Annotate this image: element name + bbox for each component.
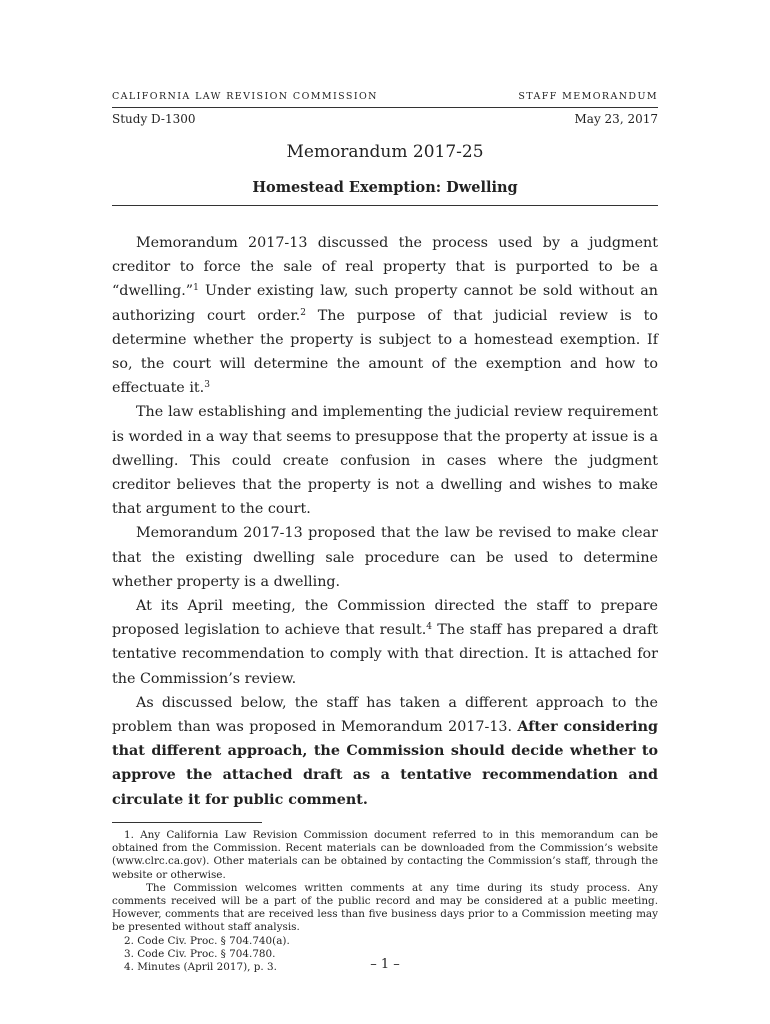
- footnote-1-continued: The Commission welcomes written comments at any time during its study process. Any comments received will be a part of the public record and may be considered at a public meeting. However, comments that are received less than five business days prior to a Commission meeting may be presented without staff analysis.: [112, 881, 658, 934]
- footnote-ref-3: 3: [204, 380, 210, 391]
- header-rule: [112, 107, 658, 108]
- footnote-4: 4. Minutes (April 2017), p. 3.: [124, 961, 277, 974]
- paragraph-5: As discussed below, the staff has taken a different approach to the problem than was proposed in Memorandum 2017-13. After considering that different approach, the Commission should decide whether to approve the attached draft as a tentative recommendation and circulate it for public comment.: [112, 694, 659, 808]
- footnote-ref-4: 4: [426, 622, 433, 633]
- document-type: STAFF MEMORANDUM: [518, 91, 658, 102]
- paragraph-1: Memorandum 2017-13 discussed the process used by a judgment creditor to force the sale of real property that is purported to be a “dwelling.”$^1$ Under existing law, such property cannot be sold without an authorizing court order.$^2$ The purpose of that judicial review is to determine whether the property is subject to a homestead exemption. If so, the court will determine the amount of the exemption and how to effectuate it.$^3$: [112, 235, 658, 397]
- footnote-3: 3. Code Civ. Proc. § 704.780.: [124, 947, 276, 960]
- footnote-2: 2. Code Civ. Proc. § 704.740(a).: [124, 934, 290, 947]
- organization-name: CALIFORNIA LAW REVISION COMMISSION: [112, 91, 378, 102]
- footnote-rule: [112, 822, 262, 823]
- footnote-ref-1: 1: [193, 283, 199, 294]
- header-top-line: [112, 91, 658, 102]
- footnote-1: 1. Any California Law Revision Commission document referred to in this memorandum can be obtained from the Commission. Recent materials can be downloaded from the Commission’s website (www.clrc.ca.gov). Other materials can be obtained by contacting the Commission’s staff, through the website or otherwise.: [112, 829, 658, 881]
- footnote-ref-2: 2: [300, 307, 306, 318]
- memo-title: Memorandum 2017-25: [286, 142, 484, 162]
- footnotes: [112, 829, 658, 974]
- title-rule: [112, 205, 658, 206]
- paragraph-3: Memorandum 2017-13 proposed that the law be revised to make clear that the existing dwelling sale procedure can be used to determine whether property is a dwelling.: [112, 525, 658, 590]
- memo-body: [112, 231, 658, 812]
- bold-recommendation: After considering that different approach, the Commission should decide whether to approve the attached draft as a tentative recommendation and circulate it for public comment.: [112, 719, 659, 808]
- page-number: – 1 –: [370, 957, 400, 972]
- paragraph-4: At its April meeting, the Commission directed the staff to prepare proposed legislation to achieve that result.$^4$ The staff has prepared a draft tentative recommendation to comply with that direction. It is attached for the Commission’s review.: [112, 598, 658, 687]
- memo-date: May 23, 2017: [574, 112, 658, 126]
- study-number: Study D-1300: [112, 112, 196, 126]
- memo-subject: Homestead Exemption: Dwelling: [252, 179, 518, 196]
- header-sub-line: [112, 112, 658, 126]
- paragraph-2: The law establishing and implementing the judicial review requirement is worded in a way that seems to presuppose that the property at issue is a dwelling. This could create confusion in cases where the judgment creditor believes that the property is not a dwelling and wishes to make that argument to the court.: [112, 404, 658, 518]
